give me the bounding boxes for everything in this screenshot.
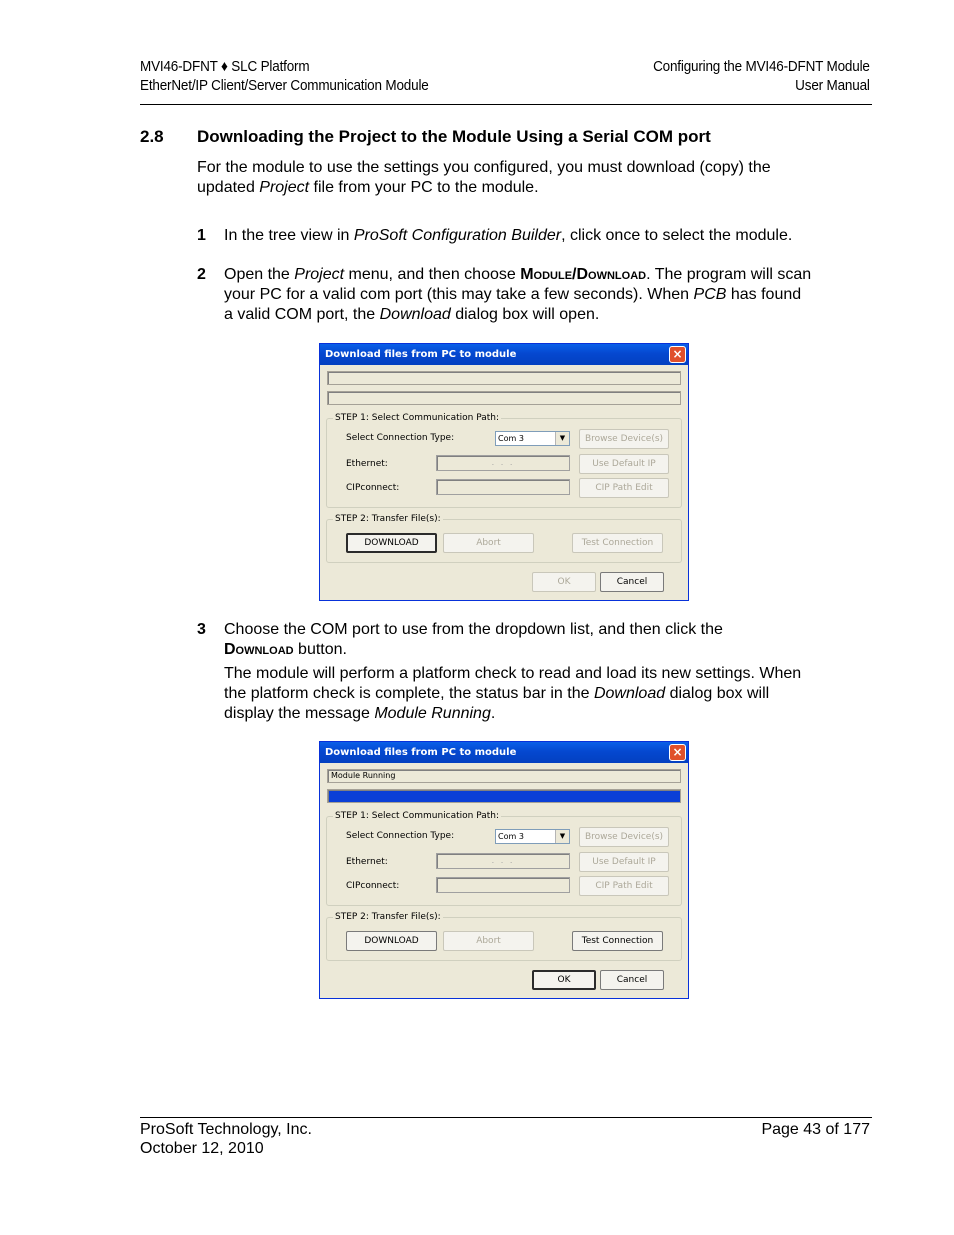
footer-date: October 12, 2010 (140, 1140, 264, 1157)
browse-devices-button[interactable]: Browse Device(s) (579, 827, 669, 847)
step1-label: STEP 1: Select Communication Path: (335, 811, 500, 821)
header-product-desc: EtherNet/IP Client/Server Communication Module (140, 77, 429, 94)
step-3-detail: The module will perform a platform check to read and load its new settings. When the platform check is complete, the status bar in the Download dialog box will display the message Module Running. (224, 665, 802, 722)
connection-type-label: Select Connection Type: (346, 433, 455, 443)
header-product: MVI46-DFNT ♦ SLC Platform (140, 58, 310, 75)
section-title: Downloading the Project to the Module Using a Serial COM port (197, 127, 711, 146)
progress-bar (327, 789, 681, 803)
browse-devices-button[interactable]: Browse Device(s) (579, 429, 669, 449)
cipconnect-label: CIPconnect: (346, 881, 400, 891)
connection-type-label: Select Connection Type: (346, 831, 455, 841)
intro-paragraph: For the module to use the settings you configured, you must download (copy) the updated Project file from your PC to the module. (197, 159, 771, 196)
dialog-title-bar[interactable] (320, 742, 688, 763)
ethernet-label: Ethernet: (346, 459, 388, 469)
ok-button[interactable]: OK (532, 970, 596, 990)
step2-label: STEP 2: Transfer File(s): (335, 912, 441, 922)
download-dialog-complete (319, 741, 689, 999)
header-rule (140, 104, 872, 105)
cipconnect-field[interactable] (436, 479, 570, 495)
step-3-text: Choose the COM port to use from the dropdown list, and then click the Download button. (224, 621, 723, 658)
cancel-button[interactable]: Cancel (600, 970, 664, 990)
step1-group (326, 413, 682, 508)
progress-bar (327, 391, 681, 405)
ethernet-ip-field[interactable]: . . . (436, 853, 570, 869)
dialog-title: Download files from PC to module (325, 349, 517, 360)
step1-group (326, 811, 682, 906)
close-icon[interactable]: × (669, 744, 686, 761)
abort-button[interactable]: Abort (443, 931, 534, 951)
test-connection-button[interactable]: Test Connection (572, 533, 663, 553)
cip-path-edit-button[interactable]: CIP Path Edit (579, 478, 669, 498)
abort-button[interactable]: Abort (443, 533, 534, 553)
status-field: Module Running (327, 769, 681, 783)
footer-left (140, 1120, 312, 1158)
header-chapter: Configuring the MVI46-DFNT Module (653, 58, 870, 75)
cancel-button[interactable]: Cancel (600, 572, 664, 592)
cip-path-edit-button[interactable]: CIP Path Edit (579, 876, 669, 896)
step-number-1: 1 (197, 227, 206, 244)
use-default-ip-button[interactable]: Use Default IP (579, 852, 669, 872)
download-button[interactable]: DOWNLOAD (346, 533, 437, 553)
cipconnect-label: CIPconnect: (346, 483, 400, 493)
step2-group (326, 912, 682, 961)
connection-type-select[interactable]: Com 3 ▼ (495, 431, 570, 446)
footer-rule (140, 1117, 872, 1118)
step1-label: STEP 1: Select Communication Path: (335, 413, 500, 423)
connection-type-select[interactable]: Com 3 ▼ (495, 829, 570, 844)
footer-company: ProSoft Technology, Inc. (140, 1121, 312, 1138)
step-1-text: In the tree view in ProSoft Configuration Builder, click once to select the module. (224, 227, 793, 244)
step2-group (326, 514, 682, 563)
section-number: 2.8 (140, 127, 164, 146)
use-default-ip-button[interactable]: Use Default IP (579, 454, 669, 474)
step-2-text: Open the Project menu, and then choose Module/Download. The program will scan your PC for a valid com port (this may take a few seconds). When PCB has found a valid COM port, the Download dialog box will open. (224, 266, 812, 323)
running-header-right (653, 57, 870, 95)
status-field (327, 371, 681, 385)
ethernet-label: Ethernet: (346, 857, 388, 867)
download-dialog-initial (319, 343, 689, 601)
page-number: Page 43 of 177 (761, 1121, 870, 1138)
download-button[interactable]: DOWNLOAD (346, 931, 437, 951)
header-doc-type: User Manual (795, 77, 870, 94)
test-connection-button[interactable]: Test Connection (572, 931, 663, 951)
chevron-down-icon[interactable]: ▼ (555, 432, 569, 445)
ethernet-ip-field[interactable]: . . . (436, 455, 570, 471)
step-number-2: 2 (197, 266, 206, 283)
step-number-3: 3 (197, 621, 206, 638)
close-icon[interactable]: × (669, 346, 686, 363)
dialog-title-bar[interactable] (320, 344, 688, 365)
step2-label: STEP 2: Transfer File(s): (335, 514, 441, 524)
cipconnect-field[interactable] (436, 877, 570, 893)
running-header-left (140, 57, 429, 95)
ok-button[interactable]: OK (532, 572, 596, 592)
chevron-down-icon[interactable]: ▼ (555, 830, 569, 843)
dialog-title: Download files from PC to module (325, 747, 517, 758)
